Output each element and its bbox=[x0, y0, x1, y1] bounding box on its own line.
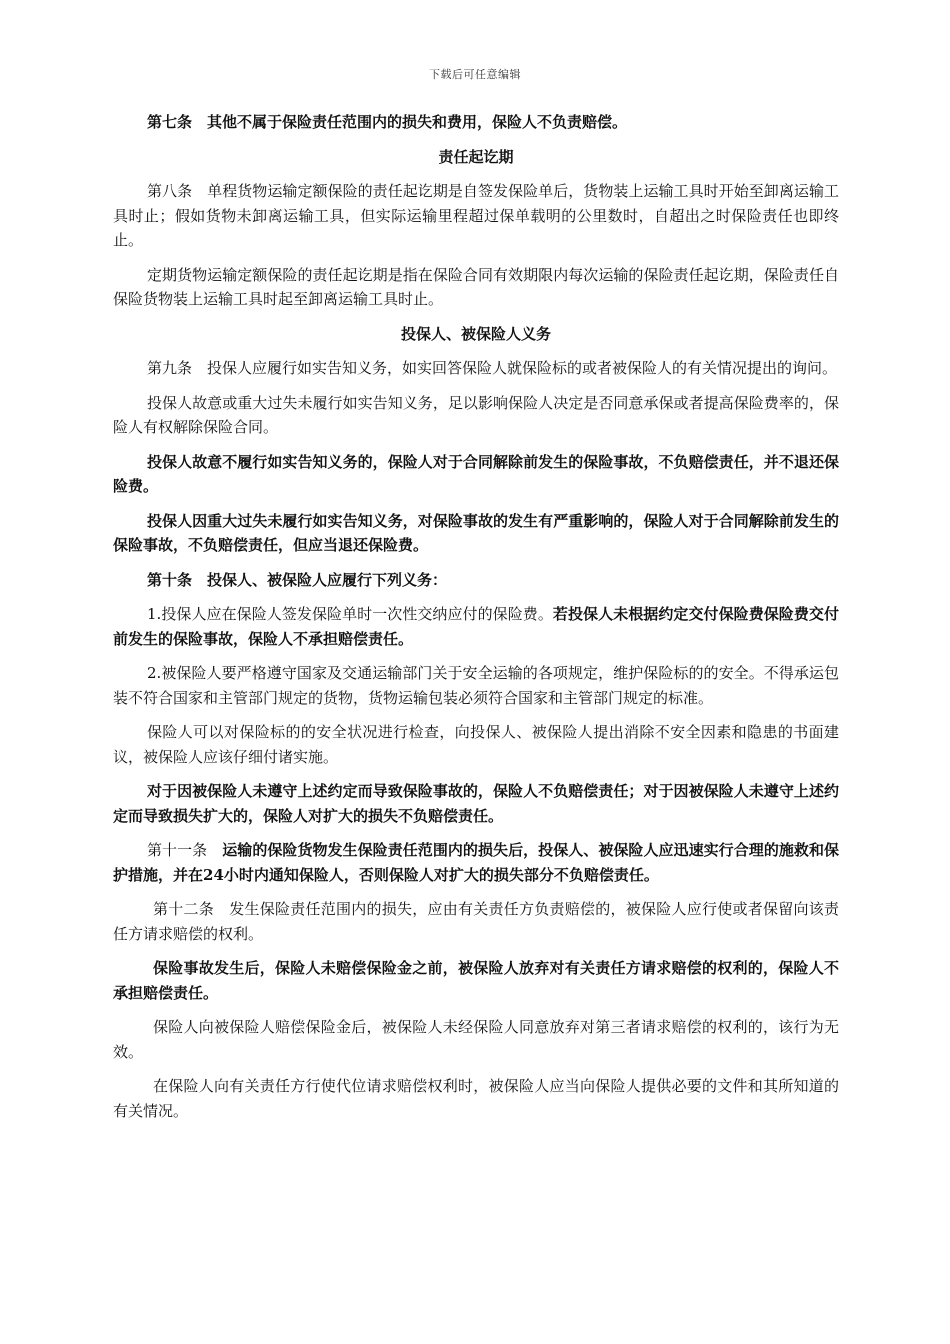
article-12-paragraph-4: 在保险人向有关责任方行使代位请求赔偿权利时，被保险人应当向保险人提供必要的文件和其所知道的有关情况。 bbox=[113, 1077, 839, 1120]
article-12-paragraph-2: 保险事故发生后，保险人未赔偿保险金之前，被保险人放弃对有关责任方请求赔偿的权利的，保险人不承担赔偿责任。 bbox=[113, 959, 839, 1002]
article-10-item-1-normal: 1.投保人应在保险人签发保险单时一次性交纳应付的保险费。 bbox=[147, 605, 553, 623]
article-11-label: 第十一条 bbox=[147, 841, 223, 859]
section-heading-period: 责任起讫期 bbox=[438, 147, 514, 166]
document-body bbox=[113, 110, 839, 1133]
article-11 bbox=[113, 838, 839, 887]
article-10-paragraph-4: 对于因被保险人未遵守上述约定而导致保险事故的，保险人不负赔偿责任；对于因被保险人未遵守上述约定而导致损失扩大的，保险人对扩大的损失不负赔偿责任。 bbox=[113, 782, 839, 825]
article-11-bold-text: 运输的保险货物发生保险责任范围内的损失后，投保人、被保险人应迅速实行合理的施救和保护措施，并在24小时内通知保险人，否则保险人对扩大的损失部分不负赔偿责任。 bbox=[113, 841, 839, 884]
article-10-paragraph-3: 保险人可以对保险标的的安全状况进行检查，向投保人、被保险人提出消除不安全因素和隐患的书面建议，被保险人应该仔细付诸实施。 bbox=[113, 723, 839, 766]
article-10-item-1 bbox=[113, 602, 839, 651]
article-9-paragraph-2: 投保人故意或重大过失未履行如实告知义务，足以影响保险人决定是否同意承保或者提高保险费率的，保险人有权解除保险合同。 bbox=[113, 393, 839, 436]
article-9-paragraph-3: 投保人故意不履行如实告知义务的，保险人对于合同解除前发生的保险事故，不负赔偿责任，并不退还保险费。 bbox=[113, 452, 839, 495]
article-8-paragraph-1: 第八条 单程货物运输定额保险的责任起讫期是自签发保险单后，货物装上运输工具时开始至卸离运输工具时止；假如货物未卸离运输工具，但实际运输里程超过保单载明的公里数时，自超出之时保险责任也即终止。 bbox=[113, 182, 839, 249]
article-7: 第七条 其他不属于保险责任范围内的损失和费用，保险人不负责赔偿。 bbox=[147, 113, 628, 131]
section-heading-duties: 投保人、被保险人义务 bbox=[400, 324, 551, 343]
article-10: 第十条 投保人、被保险人应履行下列义务： bbox=[147, 570, 448, 589]
article-12-paragraph-1: 第十二条 发生保险责任范围内的损失，应由有关责任方负责赔偿的，被保险人应行使或者保留向该责任方请求赔偿的权利。 bbox=[113, 900, 839, 943]
article-12-paragraph-3: 保险人向被保险人赔偿保险金后，被保险人未经保险人同意放弃对第三者请求赔偿的权利的，该行为无效。 bbox=[113, 1018, 839, 1061]
article-9-paragraph-4: 投保人因重大过失未履行如实告知义务，对保险事故的发生有严重影响的，保险人对于合同解除前发生的保险事故，不负赔偿责任，但应当退还保险费。 bbox=[113, 511, 839, 554]
article-10-item-1-bold: 若投保人未根据约定交付保险费保险费交付前发生的保险事故，保险人不承担赔偿责任。 bbox=[113, 605, 839, 648]
article-8-paragraph-2: 定期货物运输定额保险的责任起讫期是指在保险合同有效期限内每次运输的保险责任起讫期，保险责任自保险货物装上运输工具时起至卸离运输工具时止。 bbox=[113, 265, 839, 308]
header-note: 下载后可任意编辑 bbox=[429, 68, 521, 81]
article-10-item-2: 2.被保险人要严格遵守国家及交通运输部门关于安全运输的各项规定，维护保险标的的安全。不得承运包装不符合国家和主管部门规定的货物，货物运输包装必须符合国家和主管部门规定的标准。 bbox=[113, 664, 839, 707]
article-9-paragraph-1: 第九条 投保人应履行如实告知义务，如实回答保险人就保险标的或者被保险人的有关情况提出的询问。 bbox=[147, 359, 838, 377]
